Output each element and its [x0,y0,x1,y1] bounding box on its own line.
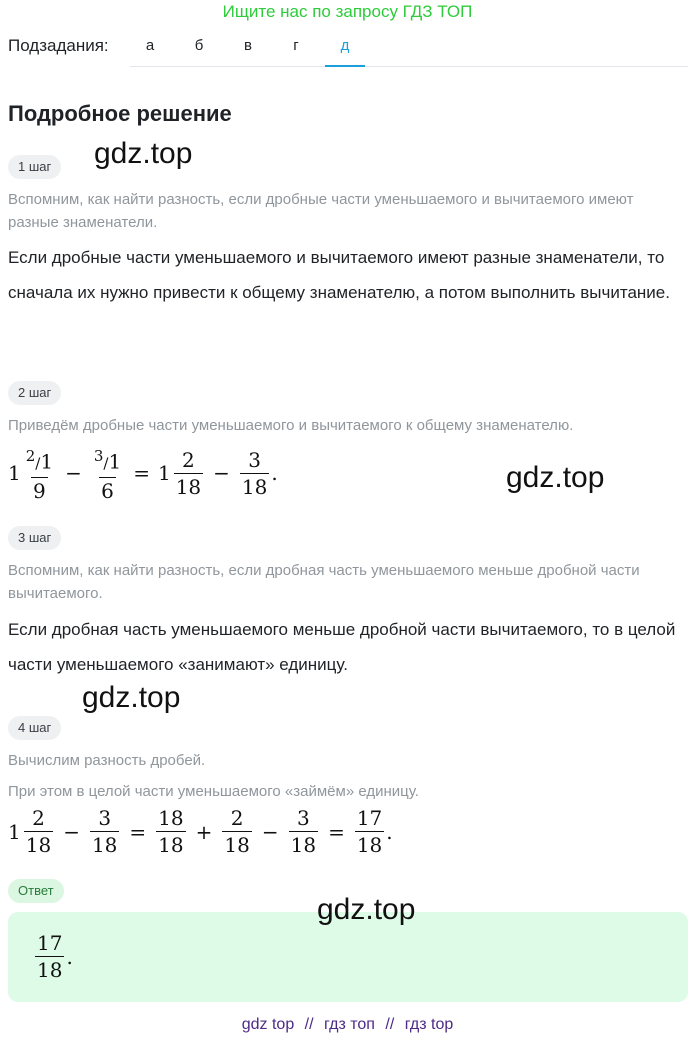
footer-link[interactable]: гдз топ [324,1016,375,1033]
denominator: 18 [175,474,202,499]
footer-links [0,1016,695,1034]
fraction [35,930,64,983]
tab-d[interactable]: д [325,30,365,67]
whole: 1 [8,819,21,844]
step-4-hint-2: При этом в целой части уменьшаемого «займём» единицу. [8,783,419,800]
operator: − [63,819,80,844]
numerator: 17 [37,931,63,955]
period: . [271,461,278,486]
whole: 1 [8,461,21,486]
denominator: 18 [224,833,250,857]
tab-v[interactable]: в [244,37,252,54]
fraction: $\frac{^2/1}{9}$ [25,447,54,503]
period: . [386,819,393,844]
numerator: 2 [182,447,195,472]
numerator-denominator: 1 [40,449,54,474]
numerator: 3 [248,447,261,472]
denominator: 18 [158,833,184,857]
answer-badge: Ответ [8,879,64,903]
numerator: 2 [25,447,36,465]
operator: = [133,461,150,486]
fraction [174,447,203,500]
step-2-hint: Приведём дробные части уменьшаемого и вычитаемого к общему знаменателю. [8,417,574,434]
watermark: gdz.top [506,461,605,494]
period: . [66,944,73,969]
step-1-hint: Вспомним, как найти разность, если дробные части уменьшаемого и вычитаемого имеют разные знаменатели. [8,191,634,231]
fraction [222,805,251,858]
operator: − [213,461,230,486]
denominator: 18 [37,958,63,982]
step-2-formula [8,443,278,504]
step-3-hint: Вспомним, как найти разность, если дробная часть уменьшаемого меньше дробной части вычитаемого. [8,562,640,602]
step-3-badge: 3 шаг [8,526,61,550]
step-1-text: Если дробные части уменьшаемого и вычитаемого имеют разные знаменатели, то сначала их нужно привести к общему знаменателю, а потом выполнить вычитание. [8,248,670,302]
numerator: 3 [93,447,104,465]
fraction [90,805,119,858]
footer-separator: // [304,1016,314,1033]
tab-b[interactable]: б [194,37,204,54]
subtasks-label: Подзадания: [8,36,109,55]
footer-link[interactable]: gdz top [241,1016,295,1033]
numerator: 2 [230,806,244,830]
step-4-hint-1: Вычислим разность дробей. [8,752,206,769]
section-title: Подробное решение [8,101,232,126]
numerator: 3 [98,806,112,830]
fraction [24,805,53,858]
operator: + [195,819,213,844]
operator: = [328,819,345,844]
subtask-tabs [130,30,688,67]
tab-g[interactable]: г [293,37,299,54]
numerator-denominator: 1 [108,449,122,474]
tab-a[interactable]: а [145,37,155,54]
watermark: gdz.top [82,681,181,714]
footer-separator: // [385,1016,395,1033]
denominator: 9 [33,478,46,503]
denominator: 18 [91,833,118,857]
answer-formula [33,930,73,983]
step-4-formula [8,805,393,858]
numerator: 3 [296,806,310,830]
watermark: gdz.top [317,893,416,926]
step-1-badge: 1 шаг [8,155,61,179]
operator: = [129,819,147,844]
fraction [156,805,185,858]
fraction: $\frac{^3/1}{6}$ [93,447,122,503]
numerator: 17 [356,806,383,830]
operator: − [261,819,279,844]
whole: 1 [157,461,171,486]
denominator: 6 [101,478,114,503]
denominator: 18 [290,833,317,857]
step-4-badge: 4 шаг [8,716,61,740]
promo-banner[interactable]: Ищите нас по запросу ГДЗ ТОП [222,2,473,21]
fraction [355,805,384,858]
denominator: 18 [25,833,52,857]
numerator: 18 [158,806,184,830]
operator: − [65,461,82,486]
step-2-badge: 2 шаг [8,381,61,405]
fraction [289,805,318,858]
numerator: 2 [32,806,45,830]
denominator: 18 [356,833,383,857]
watermark: gdz.top [94,137,193,170]
fraction [240,447,269,500]
footer-link[interactable]: гдз top [404,1016,454,1033]
step-3-text: Если дробная часть уменьшаемого меньше дробной части вычитаемого, то в целой части уменьшаемого «занимают» единицу. [8,620,676,674]
denominator: 18 [241,474,268,499]
